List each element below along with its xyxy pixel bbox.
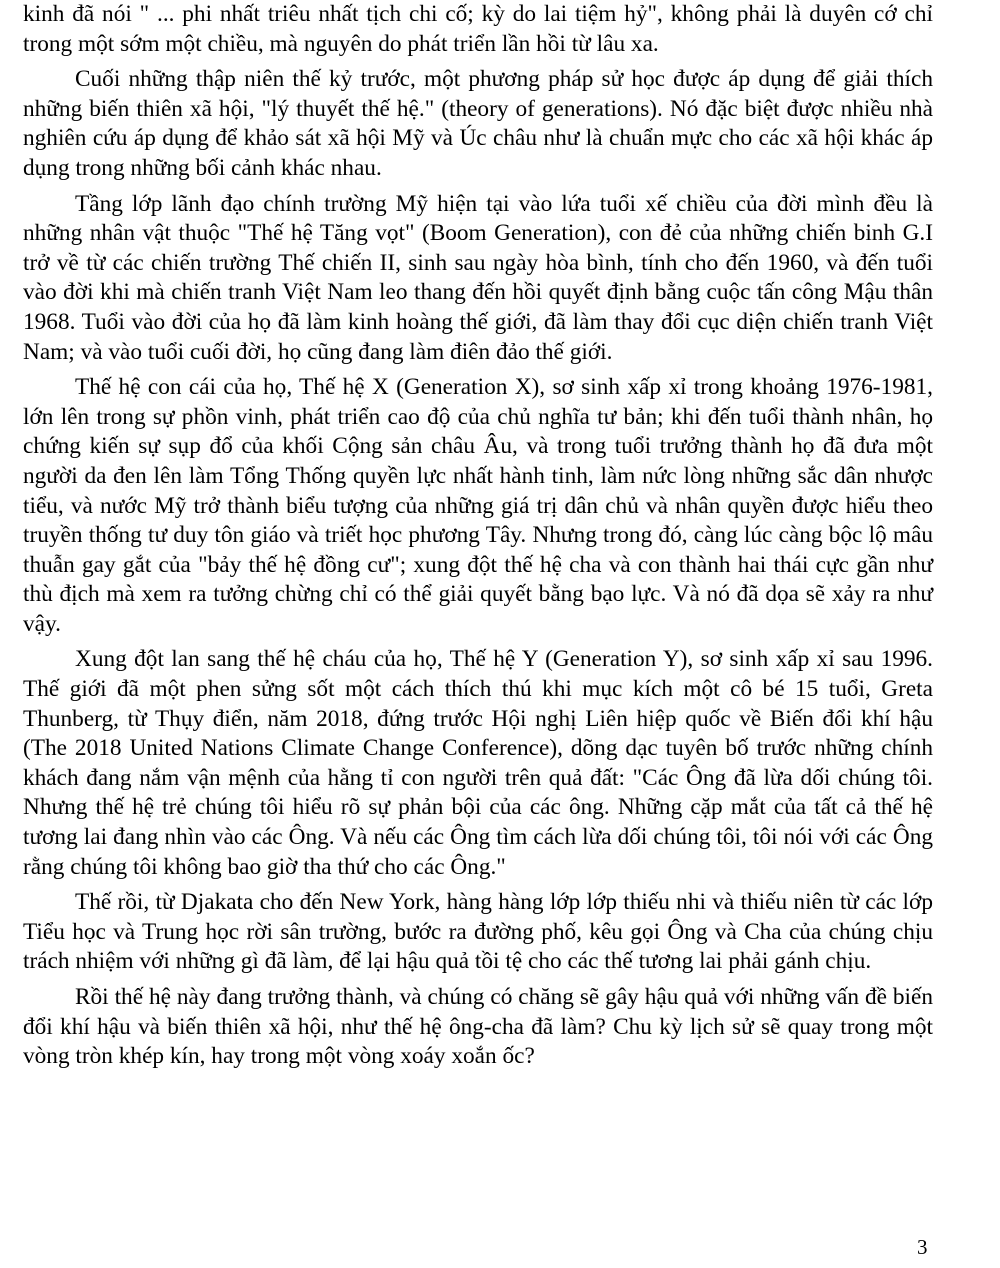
paragraph-boom-generation: Tầng lớp lãnh đạo chính trường Mỹ hiện tại vào lứa tuổi xế chiều của đời mình đều là những nhân vật thuộc "Thế hệ Tăng vọt" (Boom Generation), con đẻ của những chiến binh G.I trở về từ các chiến trường Thế chiến II, sinh sau ngày hòa bình, tính cho đến 1960, và đến tuổi vào đời khi mà chiến tranh Việt Nam leo thang đến hồi quyết định bằng cuộc tấn công Mậu thân 1968. Tuổi vào đời của họ đã làm kinh hoàng thế giới, đã làm thay đổi cục diện chiến tranh Việt Nam; và vào tuổi cuối đời, họ cũng đang làm điên đảo thế giới. (23, 190, 933, 365)
page-number: 3 (917, 1235, 928, 1259)
paragraph-continuation: kinh đã nói " ... phi nhất triêu nhất tịch chi cố; kỳ do lai tiệm hỷ", không phải là duyên cớ chỉ trong một sớm một chiều, mà nguyên do phát triển lần hồi từ lâu xa. (23, 1, 933, 57)
paragraph-theory-of-generations: Cuối những thập niên thế kỷ trước, một phương pháp sử học được áp dụng để giải thích những biến thiên xã hội, "lý thuyết thế hệ." (theory of generations). Nó đặc biệt được nhiều nhà nghiên cứu áp dụng để khảo sát xã hội Mỹ và Úc châu như là chuẩn mực cho các xã hội khác áp dụng trong những bối cảnh khác nhau. (23, 66, 933, 181)
document-body (23, 0, 933, 1078)
paragraph-generation-y: Xung đột lan sang thế hệ cháu của họ, Thế hệ Y (Generation Y), sơ sinh xấp xỉ sau 1996. Thế giới đã một phen sửng sốt một cách thích thú khi mục kích một cô bé 15 tuổi, Greta Thunberg, từ Thụy điển, năm 2018, đứng trước Hội nghị Liên hiệp quốc về Biến đổi khí hậu (The 2018 United Nations Climate Change Conference), dõng dạc tuyên bố trước những chính khách đang nắm vận mệnh của hằng tỉ con người trên quả đất: "Các Ông đã lừa dối chúng tôi. Nhưng thế hệ trẻ chúng tôi hiểu rõ sự phản bội của các ông. Những cặp mắt của tất cả thế hệ tương lai đang nhìn vào các Ông. Và nếu các Ông tìm cách lừa dối chúng tôi, tôi nói với các Ông rằng chúng tôi không bao giờ tha thứ cho các Ông." (23, 646, 933, 880)
paragraph-generation-x: Thế hệ con cái của họ, Thế hệ X (Generation X), sơ sinh xấp xỉ trong khoảng 1976-1981, lớn lên trong sự phồn vinh, phát triển cao độ của chủ nghĩa tư bản; khi đến tuổi thành nhân, họ chứng kiến sự sụp đổ của khối Cộng sản châu Âu, và trong tuổi trưởng thành họ đã đưa một người da đen lên làm Tổng Thống quyền lực nhất hành tinh, làm nức lòng những sắc dân nhược tiểu, và nước Mỹ trở thành biểu tượng của những giá trị dân chủ và nhân quyền được hiểu theo truyền thống tư duy tôn giáo và triết học phương Tây. Nhưng trong đó, càng lúc càng bộc lộ mâu thuẫn gay gắt của "bảy thế hệ đồng cư"; xung đột thế hệ cha và con thành hai thái cực gần như thù địch mà xem ra tưởng chừng chỉ có thể giải quyết bằng bạo lực. Và nó đã dọa sẽ xảy ra như vậy. (23, 374, 933, 637)
paragraph-conclusion: Rồi thế hệ này đang trưởng thành, và chúng có chăng sẽ gây hậu quả với những vấn đề biến đổi khí hậu và biến thiên xã hội, như thế hệ ông-cha đã làm? Chu kỳ lịch sử sẽ quay trong một vòng tròn khép kín, hay trong một vòng xoáy xoắn ốc? (23, 984, 933, 1070)
paragraph-youth-protests: Thế rồi, từ Djakata cho đến New York, hàng hàng lớp lớp thiếu nhi và thiếu niên từ các lớp Tiểu học và Trung học rời sân trường, bước ra đường phố, kêu gọi Ông và Cha của chúng chịu trách nhiệm với những gì đã làm, để lại hậu quả tồi tệ cho các thế tương lai phải gánh chịu. (23, 889, 933, 975)
